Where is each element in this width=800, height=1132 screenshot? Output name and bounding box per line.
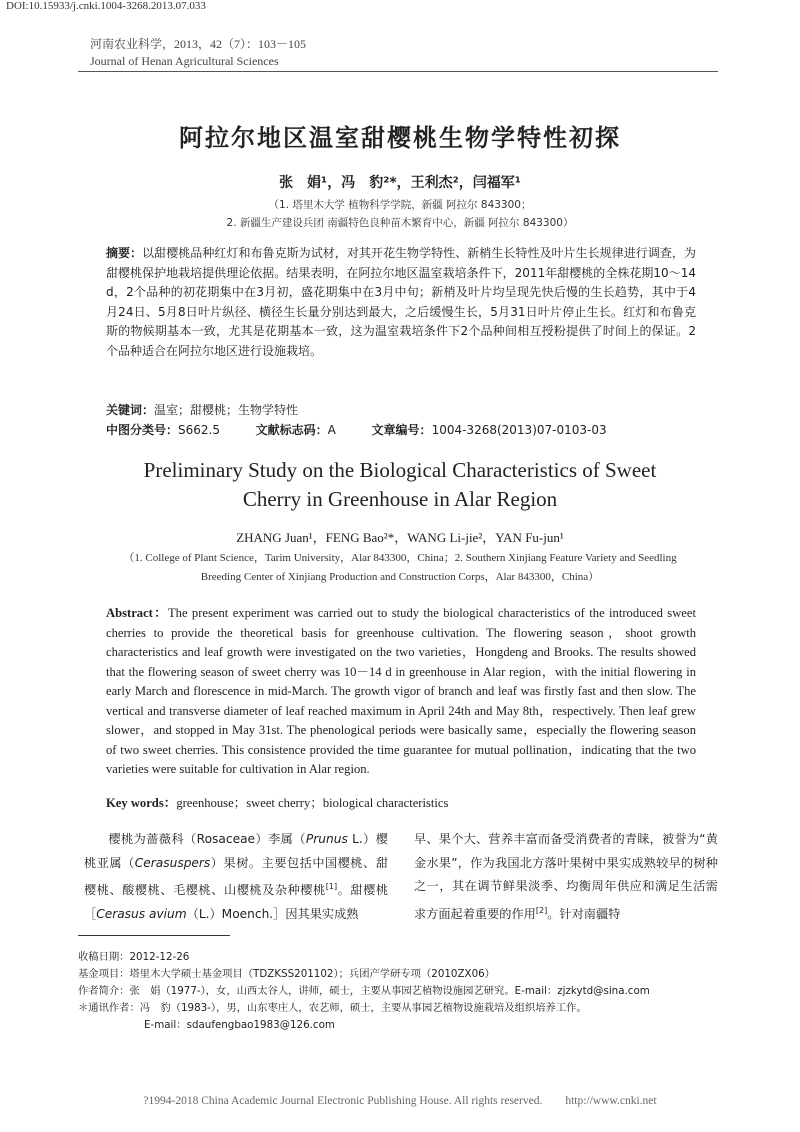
abstract-en: [106, 604, 696, 780]
header-rule: [78, 71, 718, 72]
clc-value: S662.5: [178, 423, 220, 437]
page-title-en: Preliminary Study on the Biological Characteristics of Sweet Cherry in Greenhouse in Alar Region: [143, 458, 657, 511]
body-column-right: [414, 828, 718, 926]
body-column-left: [84, 828, 388, 926]
doc-code-label: 文献标志码：: [255, 423, 328, 437]
abstract-cn-label: 摘要：: [106, 246, 143, 260]
classification-line: [106, 421, 696, 441]
doc-code-value: A: [327, 423, 336, 437]
page-title-cn: 阿拉尔地区温室甜樱桃生物学特性初探: [179, 124, 621, 152]
doi-line: DOI:10.15933/j.cnki.1004-3268.2013.07.033: [6, 0, 206, 12]
keywords-cn-text: 温室；甜樱桃；生物学特性: [154, 403, 299, 417]
abstract-cn: [106, 244, 696, 361]
footnote-received: 收稿日期：2012-12-26: [78, 951, 190, 963]
keywords-en: [106, 794, 696, 814]
keywords-en-text: greenhouse；sweet cherry；biological characteristics: [176, 796, 449, 810]
body-text: 樱桃为蔷薇科（Rosaceae）李属（: [108, 832, 306, 846]
body-text: ）果树。主要包括中国樱桃、甜樱桃、酸樱桃、毛樱桃、山樱桃及杂种樱桃: [84, 855, 389, 898]
affiliation-en: （1. College of Plant Science，Tarim University，Alar 843300，China；2. Southern Xinjiang Feature Variety and Seedling Breeding Center of Xinjiang Production and Construction Corps，Alar 843300，China）: [123, 552, 677, 583]
abstract-en-label: Abstract：: [106, 606, 168, 620]
abstract-cn-text: 以甜樱桃品种红灯和布鲁克斯为试材，对其开花生物学特性、新梢生长特性及叶片生长规律进行调查，为甜樱桃保护地栽培提供理论依据。结果表明，在阿拉尔地区温室栽培条件下，2011年甜樱桃的全株花期10～14 d，2个品种的初花期集中在3月初，盛花期集中在3月中旬；新梢及叶片均呈现先快后慢的生长趋势，其中于4月24日、5月8日叶片纵径、横径生长量分别达到最大，之后缓慢生长，5月31日叶片停止生长。红灯和布鲁克斯的物候期基本一致，尤其是花期基本一致，这为温室栽培条件下2个品种间相互授粉提供了时间上的保证。2个品种适合在阿拉尔地区进行设施栽培。: [106, 246, 696, 358]
body-italic: Prunus: [305, 832, 348, 846]
body-text: L.）樱桃亚属（: [84, 832, 388, 870]
abstract-en-text: The present experiment was carried out to study the biological characteristics of the introduced sweet cherries to provide the theoretical basis for greenhouse cultivation. The flowering season，shoot growth characteristics and leaf growth were investigated on the two varieties，Hongdeng and Brooks. The results showed that the flowering season of sweet cherry was 10－14 d in greenhouse in Alar region，with the initial flowering in early March and florescence in mid-March. The growth vigor of branch and leaf was firstly fast and then slow. The vertical and transverse diameter of leaf reached maximum in April 24th and May 8th，respectively. Then leaf grew slower，and stopped in May 31st. The phenological periods were basically same，especially the flowering season of two sweet cherries. This consistence provided the time guarantee for mutual pollination，indicating that the two varieties were suitable for cultivation in Alar region.: [106, 606, 696, 776]
body-text: （L.）Moench.］因其果实成熟: [186, 906, 359, 921]
running-header: [90, 36, 306, 70]
body-text: 。甜樱桃［: [84, 883, 389, 921]
keywords-cn: [106, 401, 696, 421]
journal-en: Journal of Henan Agricultural Sciences: [90, 54, 279, 68]
footnote-rule: [78, 935, 230, 936]
article-no-label: 文章编号：: [371, 423, 432, 437]
body-italic: Cerasuspers: [134, 855, 211, 870]
body-italic: Cerasus avium: [96, 906, 187, 921]
footnote-corresponding-email: E-mail：sdaufengbao1983@126.com: [144, 1019, 335, 1031]
body-text: 。针对南疆特: [547, 906, 621, 921]
citation-ref: [2]: [535, 905, 548, 915]
copyright-footer: ?1994-2018 China Academic Journal Electronic Publishing House. All rights reserved. http://www.cnki.net: [143, 1095, 657, 1107]
affiliation-cn-1: （1. 塔里木大学 植物科学学院，新疆 阿拉尔 843300；: [268, 199, 532, 211]
article-no-value: 1004-3268(2013)07-0103-03: [431, 423, 607, 437]
footnote-corresponding: ＊通讯作者：冯 豹（1983-），男，山东枣庄人，农艺师，硕士，主要从事园艺植物设施栽培及组织培养工作。: [78, 1002, 587, 1014]
journal-cn: 河南农业科学，2013，42（7）：103－105: [90, 37, 307, 51]
clc-label: 中图分类号：: [106, 423, 179, 437]
affiliation-cn-2: 2. 新疆生产建设兵团 南疆特色良种苗木繁育中心，新疆 阿拉尔 843300）: [226, 217, 574, 229]
keywords-cn-label: 关键词：: [106, 403, 155, 417]
citation-ref: [1]: [325, 882, 338, 891]
keywords-en-label: Key words：: [106, 796, 177, 810]
footnote-fund: 基金项目：塔里木大学硕士基金项目（TDZKSS201102）；兵团产学研专项（2010ZX06）: [78, 968, 495, 980]
footnote-author: 作者简介：张 娟（1977-），女，山西太谷人，讲师，硕士，主要从事园艺植物设施园艺研究。E-mail：zjzkytd@sina.com: [78, 985, 650, 997]
authors-en: ZHANG Juan¹，FENG Bao²*，WANG Li-jie²，YAN Fu-jun¹: [236, 530, 564, 545]
body-text: 早、果个大、营养丰富而备受消费者的青睐，被誉为“黄金水果”，作为我国北方落叶果树中果实成熟较早的树种之一，其在调节鲜果淡季、均衡周年供应和满足生活需求方面起着重要的作用: [414, 832, 718, 921]
authors-cn: 张 娟¹，冯 豹²*，王利杰²，闫福军¹: [279, 175, 521, 191]
